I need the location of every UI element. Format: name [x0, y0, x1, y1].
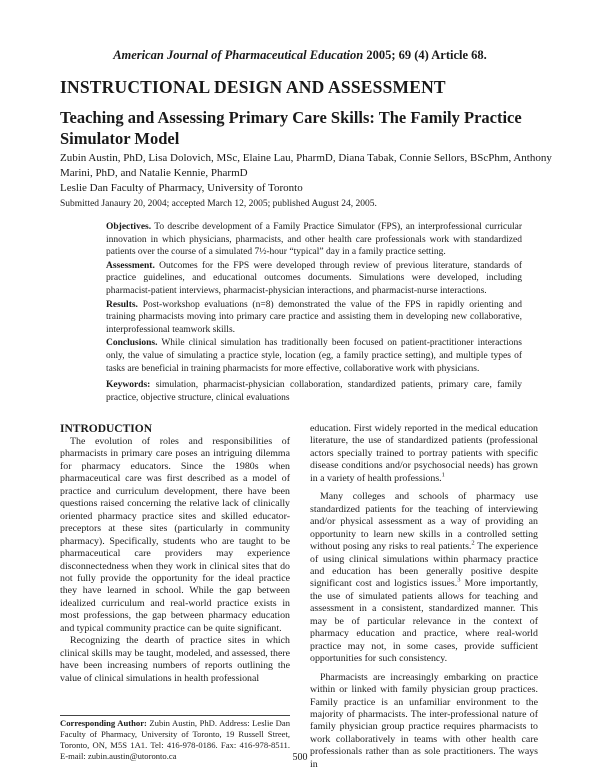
body-column-right [310, 423, 538, 771]
results-label: Results. [106, 299, 138, 310]
footnote-label: Corresponding Author: [60, 718, 147, 728]
body-column-left [60, 423, 290, 685]
submission-dates: Submitted Janaury 20, 2004; accepted March 12, 2005; published August 24, 2005. [60, 199, 377, 209]
reference-marker: 1 [441, 471, 445, 479]
keywords-text: simulation, pharmacist-physician collaboration, standardized patients, primary care, family practice, objective structure, clinical evaluations [106, 380, 522, 403]
article-title: Teaching and Assessing Primary Care Skills: The Family Practice Simulator Model [60, 108, 522, 148]
journal-citation: 2005; 69 (4) Article 68. [366, 48, 487, 62]
body-text: More importantly, the use of simulated patients allows for teaching and assessment in a consistent, standardized manner. This may be of particular relevance in the context of pharmacy education and practice, where real-world practice may not, in some cases, provide sufficient opportunities for such consistency. [310, 578, 538, 665]
results-text: Post-workshop evaluations (n=8) demonstrated the value of the FPS in rapidly orienting and training pharmacists moving into primary care practice and assisting them in developing new collaborative, interprofessional teamwork skills. [106, 299, 523, 335]
body-text: education. First widely reported in the medical education literature, the use of standardized patients (professional actors specially trained to portray patients with specific disease conditions and/or psychosocial needs) has grown in a variety of health professions. [310, 423, 538, 484]
body-paragraph [310, 491, 538, 665]
reference-marker: 3 [457, 577, 461, 585]
body-paragraph: Recognizing the dearth of practice sites in which clinical skills may be taught, modeled, and assessed, there have been increasing numbers of reports outlining the value of clinical simulations in health professional [60, 635, 290, 684]
assessment-label: Assessment. [106, 260, 155, 271]
keywords-label: Keywords: [106, 380, 151, 391]
reference-marker: 2 [471, 539, 475, 547]
abstract-assessment [106, 260, 522, 298]
page-number: 500 [292, 752, 308, 763]
footnote-divider [60, 715, 290, 716]
assessment-text: Outcomes for the FPS were developed through review of previous literature, standards of practice guidelines, and educational outcomes documents. Simulations were developed, including pharmacist-patient interviews, pharmacist-physician interactions, and pharmacist-nurse interactions. [106, 260, 522, 296]
abstract-results [106, 299, 522, 337]
abstract [106, 221, 522, 405]
journal-header [0, 48, 600, 63]
conclusions-label: Conclusions. [106, 338, 158, 349]
affiliation: Leslie Dan Faculty of Pharmacy, University of Toronto [60, 182, 303, 194]
journal-name: American Journal of Pharmaceutical Education [113, 48, 364, 62]
body-text: Many colleges and schools of pharmacy use standardized patients for the teaching of interviewing and/or physical assessment as a way of providing an opportunity to learn new skills in a controlled setting without posing any risks to real patients. [310, 491, 538, 553]
conclusions-text: While clinical simulation has traditionally been focused on patient-practitioner interactions only, the value of simulating a practice style, location (eg, a family practice setting), and multiple types of tasks are beneficial in training pharmacists for more effective, collaborative work with physicians. [106, 338, 522, 374]
abstract-conclusions [106, 337, 522, 375]
body-paragraph: Pharmacists are increasingly embarking on practice within or linked with family physician group practices. Family practice is an unfamiliar environment to the majority of pharmacists. The inter-professional nature of family physician group practice requires pharmacists to work collaboratively in teams with other health care professionals rather than as sole practitioners. The ways in [310, 671, 538, 770]
abstract-keywords [106, 379, 522, 404]
section-label: INSTRUCTIONAL DESIGN AND ASSESSMENT [60, 77, 446, 97]
body-text: The experience of using clinical simulations within pharmacy practice and education has been generally positive despite significant cost and logistics issues. [310, 541, 539, 590]
body-paragraph [310, 423, 538, 485]
author-list: Zubin Austin, PhD, Lisa Dolovich, MSc, Elaine Lau, PharmD, Diana Tabak, Connie Sellors, BScPhm, Anthony Marini, PhD, and Natalie Kennie, PharmD [60, 152, 552, 179]
abstract-objectives [106, 221, 522, 259]
introduction-heading: INTRODUCTION [60, 423, 153, 435]
objectives-text: To describe development of a Family Practice Simulator (FPS), an interprofessional curricular innovation in which physicians, pharmacists, and other health care professionals work with standardized patients over the course of a simulated 7½-hour “typical” day in a family practice setting. [106, 222, 522, 258]
objectives-label: Objectives. [106, 222, 152, 232]
body-paragraph: The evolution of roles and responsibilities of pharmacists in primary care poses an intriguing dilemma for pharmacy educators. Since the 1980s when pharmaceutical care was first described as a model of practice and curriculum development, there have been questions raised concerning the relative lack of clinically oriented pharmacy practice sites and skilled educator-preceptors at these sites (particularly in community pharmacy). Specifically, students who are taught to be pharmaceutical care providers may experience disconnectedness when they work in clinical sites that do not fully provide the opportunity for the ideal practice they have learned in school. While the gap between idealized curriculum and real-world practice exists in most professions, the gap between pharmacy education and typical community practice can be quite significant. [60, 436, 290, 634]
footnote-text: Zubin Austin, PhD. Address: Leslie Dan Faculty of Pharmacy, University of Toronto, 19 Russell Street, Toronto, ON, M5S 1A1. Tel: 416-978-0186. Fax: 416-978-8511. E-mail: zubin.austin@utoronto.ca [60, 718, 290, 761]
